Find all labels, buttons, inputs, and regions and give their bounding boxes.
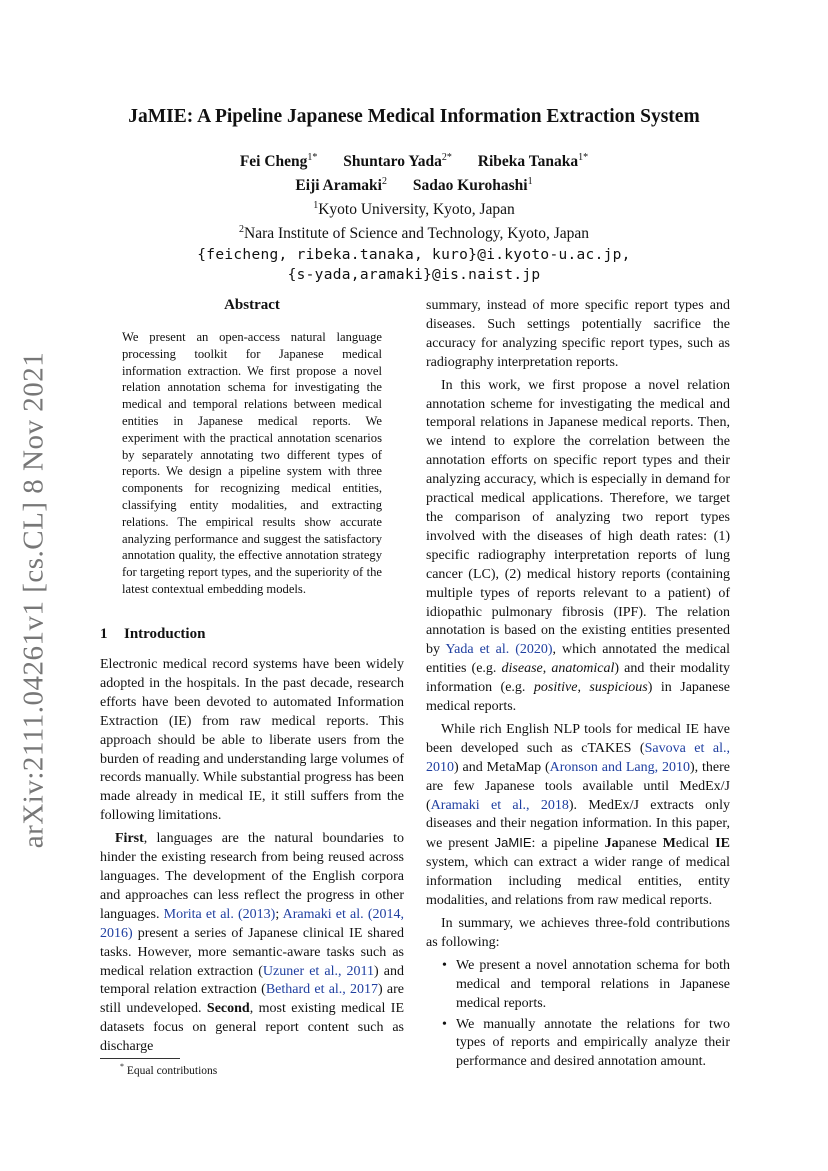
affiliation-1: $^1$Kyoto University, Kyoto, Japan bbox=[313, 200, 515, 219]
author-name: Shuntaro Yada bbox=[343, 153, 442, 171]
citation-link[interactable]: Yada et al. (2020) bbox=[445, 642, 553, 658]
list-item: • We present a novel annotation schema for both medical and temporal relations in Japanese medical reports. bbox=[426, 957, 730, 1014]
author-mark: 1 bbox=[527, 176, 533, 188]
arxiv-id: arXiv:2111.04261v1 [cs.CL] 8 Nov 2021 bbox=[17, 351, 50, 849]
author-mark: 1* bbox=[307, 152, 318, 163]
citation-link[interactable]: Morita et al. (2013) bbox=[163, 906, 276, 922]
left-column-body bbox=[100, 656, 404, 1057]
email-line-2: {s-yada,aramaki}@is.naist.jp bbox=[287, 266, 541, 283]
citation-link[interactable]: Uzuner et al., 2011 bbox=[262, 963, 375, 979]
right-column-body bbox=[426, 297, 730, 1074]
section-heading-introduction bbox=[100, 626, 205, 643]
paper-title: JaMIE: A Pipeline Japanese Medical Information Extraction System bbox=[128, 106, 700, 127]
author-mark: 1* bbox=[578, 152, 589, 163]
paragraph: First, languages are the natural boundaries to hinder the existing research from being reused across languages. The development of the English corpora and approaches can less reflect the progress in other languages. Morita et al. (2013); Aramaki et al. (2014, 2016) present a series of Japanese clinical IE shared tasks. However, more semantic-aware tasks such as medical relation extraction (Uzuner et al., 2011) and temporal relation extraction (Bethard et al., 2017) are still undeveloped. Second, most existing medical IE datasets focus on general report content such as discharge bbox=[100, 831, 404, 1055]
author-row-1 bbox=[0, 148, 828, 172]
citation-link[interactable]: Bethard et al., 2017 bbox=[265, 982, 379, 998]
affiliation-2: $^2$Nara Institute of Science and Technology, Kyoto, Japan bbox=[239, 224, 589, 243]
author-name: Eiji Aramaki bbox=[295, 177, 382, 195]
section-title: Introduction bbox=[124, 626, 206, 642]
footnote: * Equal contributions bbox=[120, 1062, 218, 1077]
citation-link[interactable]: Savova et al., 2010 bbox=[426, 740, 730, 775]
list-item: • We manually annotate the relations for two types of reports and empirically analyze their performance and desired annotation amount. bbox=[426, 1016, 730, 1073]
author-name: Ribeka Tanaka bbox=[477, 153, 579, 171]
paragraph: While rich English NLP tools for medical IE have been developed such as cTAKES (Savova et al., 2010) and MetaMap (Aronson and Lang, 2010), there are few Japanese tools available until MedEx/J (Aramaki et al., 2018). MedEx/J extracts only diseases and their negation information. In this paper, we present JaMIE: a pipeline Japanese Medical IE system, which can extract a wider range of medical information including medical entities, entity modalities, and relations from raw medical reports. bbox=[426, 721, 731, 909]
arxiv-sidebar-stamp bbox=[12, 351, 56, 849]
citation-link[interactable]: Aronson and Lang, 2010 bbox=[549, 759, 690, 775]
paragraph: In summary, we achieves three-fold contributions as following: bbox=[426, 916, 730, 950]
section-number: 1 bbox=[100, 626, 108, 642]
abstract-text: We present an open-access natural language processing toolkit for Japanese medical information extraction. We first propose a novel relation annotation schema for investigating the medical and temporal relations between medical entities in Japanese medical reports. We experiment with the practical annotation scenarios by separately annotating two different types of reports. We design a pipeline system with three components for recognizing medical entities, classifying entity modalities, and extracting relations. The empirical results show accurate analyzing performance and suggest the satisfactory annotation quality, the effective annotation strategy for targeting report types, and the superiority of the latest contextual embedding models. bbox=[122, 330, 382, 596]
citation-link[interactable]: Aramaki et al., 2018 bbox=[430, 797, 569, 813]
author-mark: 2* bbox=[441, 152, 452, 163]
abstract-heading: Abstract bbox=[224, 297, 280, 313]
system-name: JaMIE bbox=[494, 835, 532, 851]
citation-link[interactable]: Aramaki et al. (2014, 2016) bbox=[100, 906, 404, 941]
contribution-list bbox=[426, 957, 730, 1072]
author-name: Sadao Kurohashi bbox=[412, 177, 528, 195]
email-line-1: {feicheng, ribeka.tanaka, kuro}@i.kyoto-u.ac.jp, bbox=[197, 246, 631, 263]
author-block bbox=[0, 148, 828, 285]
paragraph: summary, instead of more specific report types and diseases. Such settings potentially sacrifice the accuracy for analyzing specific report types, such as radiography interpretation reports. bbox=[426, 298, 730, 370]
footnote-rule bbox=[100, 1058, 180, 1059]
author-name: Fei Cheng bbox=[239, 153, 308, 171]
author-mark: 2 bbox=[381, 176, 387, 188]
paragraph: Electronic medical record systems have been widely adopted in the hospitals. In the past decade, research efforts have been devoted to automated Information Extraction (IE) from raw medical reports. This approach should be able to liberate users from the burden of reading and understanding large volumes of records manually. While substantial progress has been made already in medical IE, it still suffers from the following limitations. bbox=[100, 657, 404, 824]
paragraph: In this work, we first propose a novel relation annotation scheme for investigating the medical and temporal relations in Japanese medical reports. Then, we intend to explore the correlation between the annotation efforts on specific report types and their analyzing accuracy, which is especially in demand for practical medical applications. Therefore, we target the comparison of analyzing two report types involved with the diseases of high death rates: (1) specific radiography interpretation reports of lung cancer (LC), (2) medical history reports (containing multiple types of reports relevant to a patient) of idiopathic pulmonary fibrosis (IPF). The relation annotation is based on the existing entities presented by Yada et al. (2020), which annotated the medical entities (e.g. disease, anatomical) and their modality information (e.g. positive, suspicious) in Japanese medical reports. bbox=[426, 377, 730, 715]
author-row-2 bbox=[0, 172, 828, 196]
